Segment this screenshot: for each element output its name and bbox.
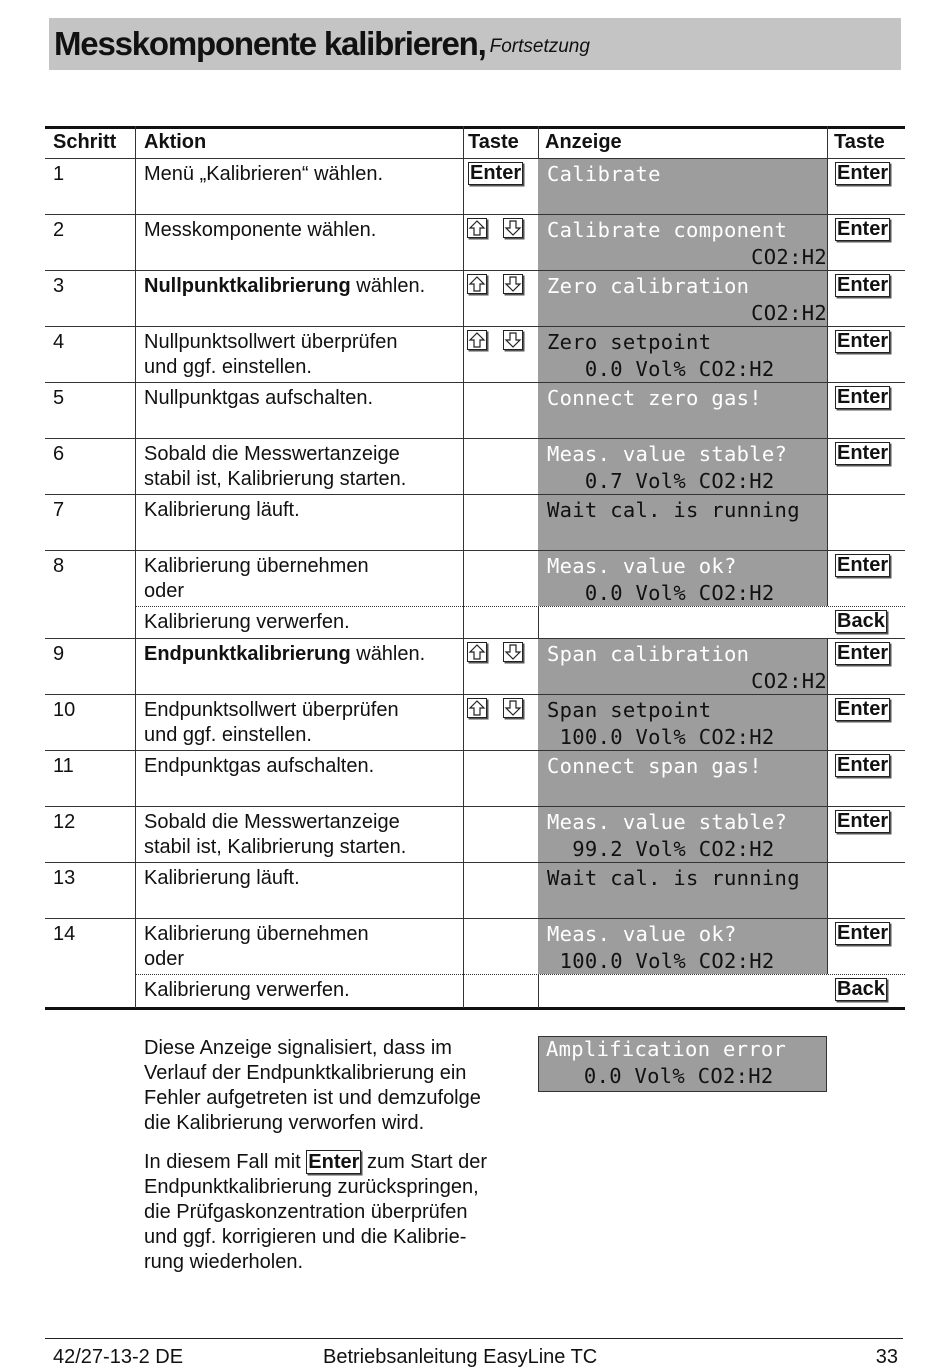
action-text <box>144 642 425 667</box>
arrow-up-icon <box>467 274 487 294</box>
step-number: 3 <box>53 275 65 297</box>
column-header-1: Schritt <box>53 131 117 153</box>
column-header-5: Taste <box>834 131 885 153</box>
action-text: Sobald die Messwertanzeige <box>144 811 400 833</box>
alt-rule <box>135 606 905 607</box>
action-emphasis: Nullpunktkalibrierung <box>144 275 351 297</box>
table-bottom-rule <box>45 1007 905 1010</box>
action-text: oder <box>144 948 185 970</box>
enter-key: Enter <box>837 922 889 944</box>
action-emphasis: Endpunktkalibrierung <box>144 643 351 665</box>
action-text: Menü „Kalibrieren“ wählen. <box>144 163 384 185</box>
row-rule <box>45 694 905 695</box>
page-number: 33 <box>875 1346 898 1368</box>
calibration-steps-table <box>45 126 905 1011</box>
alt-action-text: Kalibrierung verwerfen. <box>144 611 350 633</box>
row-rule <box>45 918 905 919</box>
lcd-line-1: Meas. value stable? <box>547 810 788 834</box>
row-rule <box>45 382 905 383</box>
note-paragraph-2: In diesem Fall mit Enter zum Start der Endpunktkalibrierung zurückspringen, die Prüfgaskonzentration überprüfen und ggf. korrigieren und die Kalibrie- rung wiederholen. <box>144 1151 488 1273</box>
arrow-down-icon <box>503 642 523 662</box>
row-rule <box>45 494 905 495</box>
row-rule <box>45 862 905 863</box>
arrow-keys <box>467 216 531 242</box>
action-text: stabil ist, Kalibrierung starten. <box>144 836 407 858</box>
lcd-line-2: 100.0 Vol% CO2:H2 <box>547 725 775 749</box>
lcd-line-2: 0.7 Vol% CO2:H2 <box>547 469 775 493</box>
action-text: Nullpunktgas aufschalten. <box>144 387 374 409</box>
alt-action-text: Kalibrierung verwerfen. <box>144 979 350 1001</box>
arrow-down-icon <box>503 274 523 294</box>
step-number: 13 <box>53 867 76 889</box>
lcd-line-1: Wait cal. is running <box>547 866 800 890</box>
lcd-line-2: CO2:H2 <box>751 669 827 693</box>
step-number: 5 <box>53 387 65 409</box>
row-rule <box>45 750 905 751</box>
step-number: 11 <box>53 755 74 777</box>
enter-key: Enter <box>837 386 889 408</box>
lcd-line-2: 100.0 Vol% CO2:H2 <box>547 949 775 973</box>
lcd-line-1: Meas. value stable? <box>547 442 788 466</box>
lcd-line-2: 0.0 Vol% CO2:H2 <box>547 581 775 605</box>
step-number: 4 <box>53 331 65 353</box>
page-subtitle: Fortsetzung <box>489 36 590 57</box>
step-number: 8 <box>53 555 65 577</box>
action-text: Endpunktgas aufschalten. <box>144 755 375 777</box>
note-paragraph-1: Diese Anzeige signalisiert, dass im Verlauf der Endpunktkalibrierung ein Fehler aufgetreten ist und demzufolge die Kalibrierung verworfen wird. <box>144 1037 481 1134</box>
column-divider <box>135 126 136 1008</box>
enter-key: Enter <box>837 642 889 664</box>
action-text: und ggf. einstellen. <box>144 356 312 378</box>
lcd-line-2: CO2:H2 <box>751 245 827 269</box>
lcd-line-1: Wait cal. is running <box>547 498 800 522</box>
enter-key: Enter <box>837 162 889 184</box>
back-key: Back <box>837 610 885 632</box>
action-rest: wählen. <box>350 643 426 665</box>
back-key: Back <box>837 978 885 1000</box>
column-header-2: Aktion <box>144 131 207 153</box>
row-rule <box>45 638 905 639</box>
lcd-line-1: Connect zero gas! <box>547 386 762 410</box>
action-text: Sobald die Messwertanzeige <box>144 443 400 465</box>
lcd-line-1: Span setpoint <box>547 698 712 722</box>
step-number: 10 <box>53 699 76 721</box>
lcd-line-1: Zero calibration <box>547 274 750 298</box>
action-text: oder <box>144 580 185 602</box>
lcd-line-1: Calibrate component <box>547 218 788 242</box>
page-title: Messkomponente kalibrieren, <box>54 25 486 62</box>
row-rule <box>45 270 905 271</box>
column-divider <box>463 126 464 1008</box>
action-rest: wählen. <box>350 275 426 297</box>
step-number: 12 <box>53 811 76 833</box>
alt-rule <box>135 974 905 975</box>
step-number: 1 <box>53 163 65 185</box>
step-number: 6 <box>53 443 65 465</box>
arrow-keys <box>467 640 531 666</box>
table-top-rule <box>45 126 905 129</box>
step-number: 2 <box>53 219 65 241</box>
step-number: 7 <box>53 499 65 521</box>
lcd-line-1: Calibrate <box>547 162 661 186</box>
row-rule <box>45 806 905 807</box>
lcd-line-2: 99.2 Vol% CO2:H2 <box>547 837 775 861</box>
enter-key: Enter <box>837 554 889 576</box>
row-rule <box>45 438 905 439</box>
lcd-line-1: Meas. value ok? <box>547 922 737 946</box>
lcd-line-1: Connect span gas! <box>547 754 762 778</box>
arrow-up-icon <box>467 218 487 238</box>
lcd-line-2: CO2:H2 <box>751 301 827 325</box>
error-lcd-line-2: 0.0 Vol% CO2:H2 <box>546 1064 774 1088</box>
lcd-line-1: Span calibration <box>547 642 750 666</box>
step-number: 14 <box>53 923 76 945</box>
row-rule <box>45 326 905 327</box>
column-header-4: Anzeige <box>545 131 622 153</box>
action-text: Kalibrierung übernehmen <box>144 555 369 577</box>
arrow-up-icon <box>467 330 487 350</box>
page-header <box>49 18 901 70</box>
lcd-line-2: 0.0 Vol% CO2:H2 <box>547 357 775 381</box>
column-divider <box>827 126 828 158</box>
action-text: Endpunktsollwert überprüfen <box>144 699 399 721</box>
doc-number: 42/27-13-2 DE <box>53 1346 184 1368</box>
enter-key: Enter <box>470 162 522 184</box>
column-header-3: Taste <box>468 131 519 153</box>
arrow-down-icon <box>503 698 523 718</box>
arrow-keys <box>467 696 531 722</box>
lcd-line-1: Zero setpoint <box>547 330 712 354</box>
arrow-up-icon <box>467 698 487 718</box>
action-text: und ggf. einstellen. <box>144 724 312 746</box>
footer-rule <box>45 1338 903 1339</box>
enter-key: Enter <box>308 1151 360 1173</box>
arrow-down-icon <box>503 330 523 350</box>
step-number: 9 <box>53 643 65 665</box>
error-lcd-line-1: Amplification error <box>546 1037 787 1061</box>
action-text <box>144 274 425 299</box>
arrow-down-icon <box>503 218 523 238</box>
action-text: Messkomponente wählen. <box>144 219 377 241</box>
lcd-line-1: Meas. value ok? <box>547 554 737 578</box>
enter-key: Enter <box>837 810 889 832</box>
row-rule <box>45 214 905 215</box>
arrow-up-icon <box>467 642 487 662</box>
action-text: Nullpunktsollwert überprüfen <box>144 331 398 353</box>
action-text: Kalibrierung läuft. <box>144 867 300 889</box>
action-text: Kalibrierung übernehmen <box>144 923 369 945</box>
enter-key: Enter <box>837 754 889 776</box>
action-text: stabil ist, Kalibrierung starten. <box>144 468 407 490</box>
arrow-keys <box>467 272 531 298</box>
enter-key: Enter <box>837 274 889 296</box>
enter-key: Enter <box>837 218 889 240</box>
action-text: Kalibrierung läuft. <box>144 499 300 521</box>
enter-key: Enter <box>837 442 889 464</box>
row-rule <box>45 550 905 551</box>
arrow-keys <box>467 328 531 354</box>
doc-title: Betriebsanleitung EasyLine TC <box>323 1346 598 1368</box>
enter-key: Enter <box>837 330 889 352</box>
enter-key: Enter <box>837 698 889 720</box>
